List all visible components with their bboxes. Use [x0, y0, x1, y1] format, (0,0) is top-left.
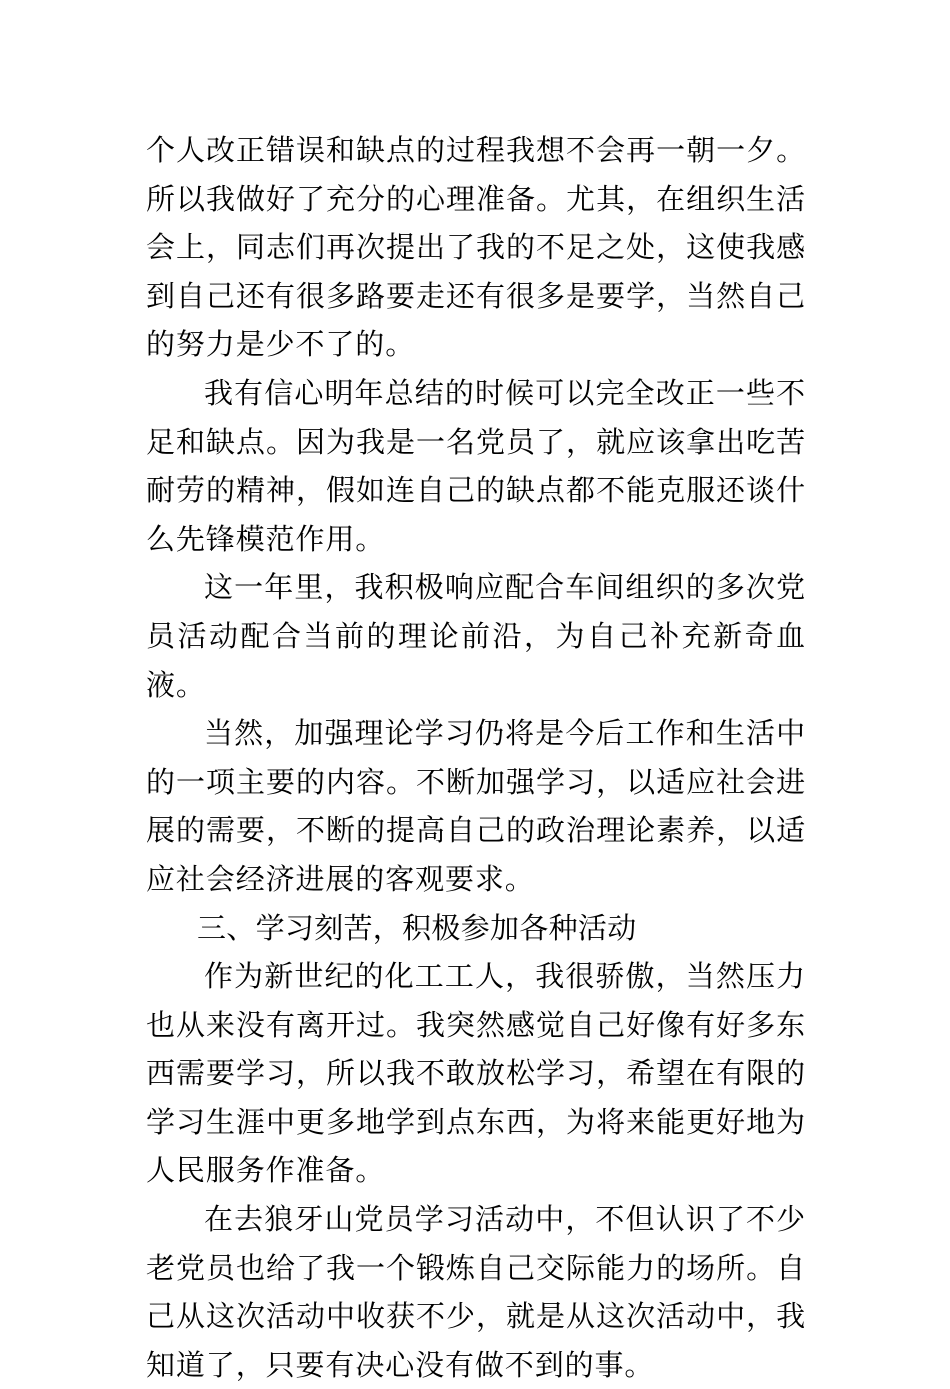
document-body	[146, 126, 806, 1389]
paragraph-chemical-worker: 作为新世纪的化工工人，我很骄傲，当然压力也从来没有离开过。我突然感觉自己好像有好多东西需要学习，所以我不敢放松学习，希望在有限的学习生涯中更多地学到点东西，为将来能更好地为人民服务作准备。	[146, 959, 806, 1188]
paragraph-confidence: 我有信心明年总结的时候可以完全改正一些不足和缺点。因为我是一名党员了，就应该拿出吃苦耐劳的精神，假如连自己的缺点都不能克服还谈什么先锋模范作用。	[146, 375, 806, 556]
paragraph-theory-study: 当然，加强理论学习仍将是今后工作和生活中的一项主要的内容。不断加强学习，以适应社会进展的需要，不断的提高自己的政治理论素养，以适应社会经济进展的客观要求。	[146, 716, 806, 896]
paragraph-continuation: 个人改正错误和缺点的过程我想不会再一朝一夕。所以我做好了充分的心理准备。尤其，在组织生活会上，同志们再次提出了我的不足之处，这使我感到自己还有很多路要走还有很多是要学，当然自己的努力是少不了的。	[146, 133, 806, 362]
paragraph-party-activities: 这一年里，我积极响应配合车间组织的多次党员活动配合当前的理论前沿，为自己补充新奇血液。	[146, 570, 806, 702]
section-heading: 三、学习刻苦，积极参加各种活动	[197, 910, 637, 945]
paragraph-langya-mountain: 在去狼牙山党员学习活动中，不但认识了不少老党员也给了我一个锻炼自己交际能力的场所。自己从这次活动中收获不少，就是从这次活动中，我知道了，只要有决心没有做不到的事。	[146, 1202, 806, 1382]
